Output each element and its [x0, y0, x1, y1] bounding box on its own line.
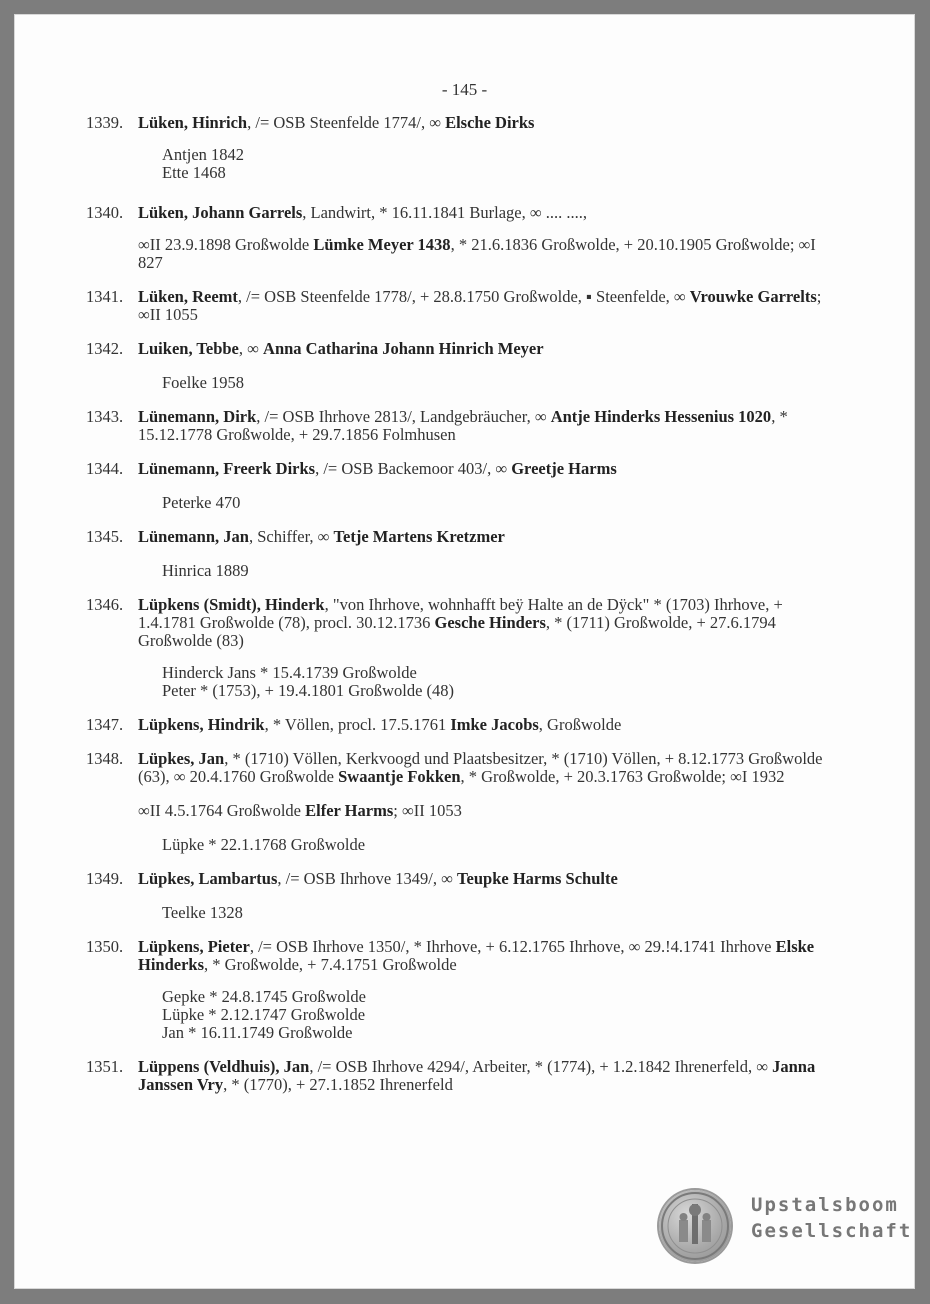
entry-number: 1339. [86, 113, 124, 132]
marriage-details: ∞II 23.9.1898 Großwolde [138, 235, 314, 254]
child-entry: Peterke 470 [162, 493, 241, 512]
entry-details: ; ∞II 1055 [138, 287, 822, 324]
person-name: Lüken, Johann Garrels [138, 203, 303, 222]
entry-1340 [14, 204, 915, 222]
person-name: Luiken, Tebbe [138, 339, 239, 358]
entry-1342 [14, 340, 915, 358]
entry-1343 [14, 408, 915, 444]
entry-number: 1341. [86, 287, 124, 306]
entry-details: , * Großwolde, + 20.3.1763 Großwolde; ∞I 1932 [460, 767, 785, 786]
person-name: Lüpkes, Jan [138, 749, 225, 768]
entry-details: , /= OSB Ihrhove 1349/, ∞ [277, 869, 458, 888]
entry-number: 1340. [86, 203, 124, 222]
child-entry: Foelke 1958 [162, 373, 245, 392]
second-marriage [14, 236, 915, 272]
person-name: Lüpkens, Hindrik [138, 715, 265, 734]
entry-details: , /= OSB Ihrhove 4294/, Arbeiter, * (1774), + 1.2.1842 Ihrenerfeld, ∞ [309, 1057, 773, 1076]
marriage-details: ; ∞II 1053 [393, 801, 462, 820]
child-entry: Lüpke * 2.12.1747 Großwolde [162, 1005, 366, 1024]
entry-1345 [14, 528, 915, 546]
entry-details: , /= OSB Ihrhove 1350/, * Ihrhove, + 6.12.1765 Ihrhove, ∞ 29.!4.1741 Ihrhove [249, 937, 776, 956]
child-entry: Antjen 1842 [162, 145, 245, 164]
child-entry: Ette 1468 [162, 163, 226, 182]
children-list [14, 374, 915, 392]
spouse-name: Anna Catharina Johann Hinrich Meyer [263, 339, 544, 358]
register-entries [14, 114, 915, 1108]
spouse-name: Tetje Martens Kretzmer [333, 527, 505, 546]
entry-number: 1345. [86, 527, 124, 546]
entry-number: 1346. [86, 595, 124, 614]
society-name-line1: Upstalsboom [751, 1194, 899, 1216]
entry-details: , /= OSB Steenfelde 1774/, ∞ [247, 113, 446, 132]
person-name: Lüppens (Veldhuis), Jan [138, 1057, 310, 1076]
entry-details: , "von Ihrhove, wohnhafft beÿ Halte an de Dÿck" * (1703) Ihrhove, + 1.4.1781 Großwolde (78), procl. 30.12.1736 [138, 595, 783, 632]
spouse-name: Swaantje Fokken [338, 767, 461, 786]
entry-1346 [14, 596, 915, 650]
person-name: Lüken, Reemt [138, 287, 238, 306]
entry-number: 1347. [86, 715, 124, 734]
entry-1350 [14, 938, 915, 974]
children-list [14, 904, 915, 922]
entry-number: 1343. [86, 407, 124, 426]
seal-icon [659, 1190, 731, 1262]
society-name-line2: Gesellschaft [751, 1220, 913, 1242]
entry-details: , * Völlen, procl. 17.5.1761 [264, 715, 451, 734]
spouse-name: Lümke Meyer 1438 [313, 235, 451, 254]
entry-details: , * 15.12.1778 Großwolde, + 29.7.1856 Folmhusen [138, 407, 788, 444]
entry-1339 [14, 114, 915, 132]
children-list [14, 664, 915, 700]
person-name: Lünemann, Jan [138, 527, 249, 546]
entry-details: , * Großwolde, + 7.4.1751 Großwolde [204, 955, 457, 974]
entry-number: 1342. [86, 339, 124, 358]
children-list [14, 146, 915, 182]
spouse-name: Gesche Hinders [434, 613, 546, 632]
person-name: Lünemann, Dirk [138, 407, 257, 426]
entry-1347 [14, 716, 915, 734]
page-number: - 145 - [441, 80, 488, 99]
entry-1349 [14, 870, 915, 888]
person-name: Lünemann, Freerk Dirks [138, 459, 316, 478]
spouse-name: Imke Jacobs [450, 715, 539, 734]
children-list [14, 562, 915, 580]
marriage-details: , * 21.6.1836 Großwolde, + 20.10.1905 Großwolde; ∞I 827 [138, 235, 816, 272]
spouse-name: Greetje Harms [511, 459, 617, 478]
child-entry: Hinrica 1889 [162, 561, 249, 580]
child-entry: Teelke 1328 [162, 903, 243, 922]
entry-number: 1350. [86, 937, 124, 956]
entry-number: 1349. [86, 869, 124, 888]
child-entry: Hinderck Jans * 15.4.1739 Großwolde [162, 663, 417, 682]
entry-number: 1351. [86, 1057, 124, 1076]
entry-details: , Großwolde [538, 715, 622, 734]
spouse-name: Elfer Harms [305, 801, 394, 820]
spouse-name: Elsche Dirks [445, 113, 535, 132]
children-list [14, 836, 915, 854]
child-entry: Peter * (1753), + 19.4.1801 Großwolde (48) [162, 681, 455, 700]
entry-details: , ∞ [238, 339, 264, 358]
child-entry: Lüpke * 22.1.1768 Großwolde [162, 835, 366, 854]
society-logo [659, 1190, 913, 1270]
entry-number: 1344. [86, 459, 124, 478]
person-name: Lüpkes, Lambartus [138, 869, 278, 888]
children-list [14, 988, 915, 1042]
page [14, 14, 915, 1289]
spouse-name: Elske Hinderks [138, 937, 815, 974]
entry-details: , Landwirt, * 16.11.1841 Burlage, ∞ .... ...., [302, 203, 588, 222]
entry-1344 [14, 460, 915, 478]
entry-details: , /= OSB Ihrhove 2813/, Landgebräucher, ∞ [256, 407, 551, 426]
person-name: Lüpkens (Smidt), Hinderk [138, 595, 325, 614]
spouse-name: Antje Hinderks Hessenius 1020 [550, 407, 772, 426]
children-list [14, 494, 915, 512]
entry-details: , /= OSB Steenfelde 1778/, + 28.8.1750 Großwolde, ▪ Steenfelde, ∞ [237, 287, 690, 306]
marriage-details: ∞II 4.5.1764 Großwolde [138, 801, 306, 820]
entry-details: , * (1711) Großwolde, + 27.6.1794 Großwolde (83) [138, 613, 776, 650]
second-marriage [14, 802, 915, 820]
entry-details: , * (1770), + 27.1.1852 Ihrenerfeld [223, 1075, 453, 1094]
child-entry: Jan * 16.11.1749 Großwolde [162, 1023, 353, 1042]
person-name: Lüken, Hinrich [138, 113, 248, 132]
entry-1341 [14, 288, 915, 324]
child-entry: Gepke * 24.8.1745 Großwolde [162, 987, 366, 1006]
entry-details: , /= OSB Backemoor 403/, ∞ [315, 459, 512, 478]
entry-number: 1348. [86, 749, 124, 768]
entry-details: , Schiffer, ∞ [248, 527, 334, 546]
entry-1348 [14, 750, 915, 786]
person-name: Lüpkens, Pieter [138, 937, 250, 956]
spouse-name: Teupke Harms Schulte [457, 869, 618, 888]
spouse-name: Vrouwke Garrelts [689, 287, 817, 306]
entry-details: , * (1710) Völlen, Kerkvoogd und Plaatsbesitzer, * (1710) Völlen, + 8.12.1773 Großwolde (63), ∞ 20.4.1760 Großwolde [138, 749, 823, 786]
entry-1351 [14, 1058, 915, 1094]
spouse-name: Janna Janssen Vry [138, 1057, 816, 1094]
